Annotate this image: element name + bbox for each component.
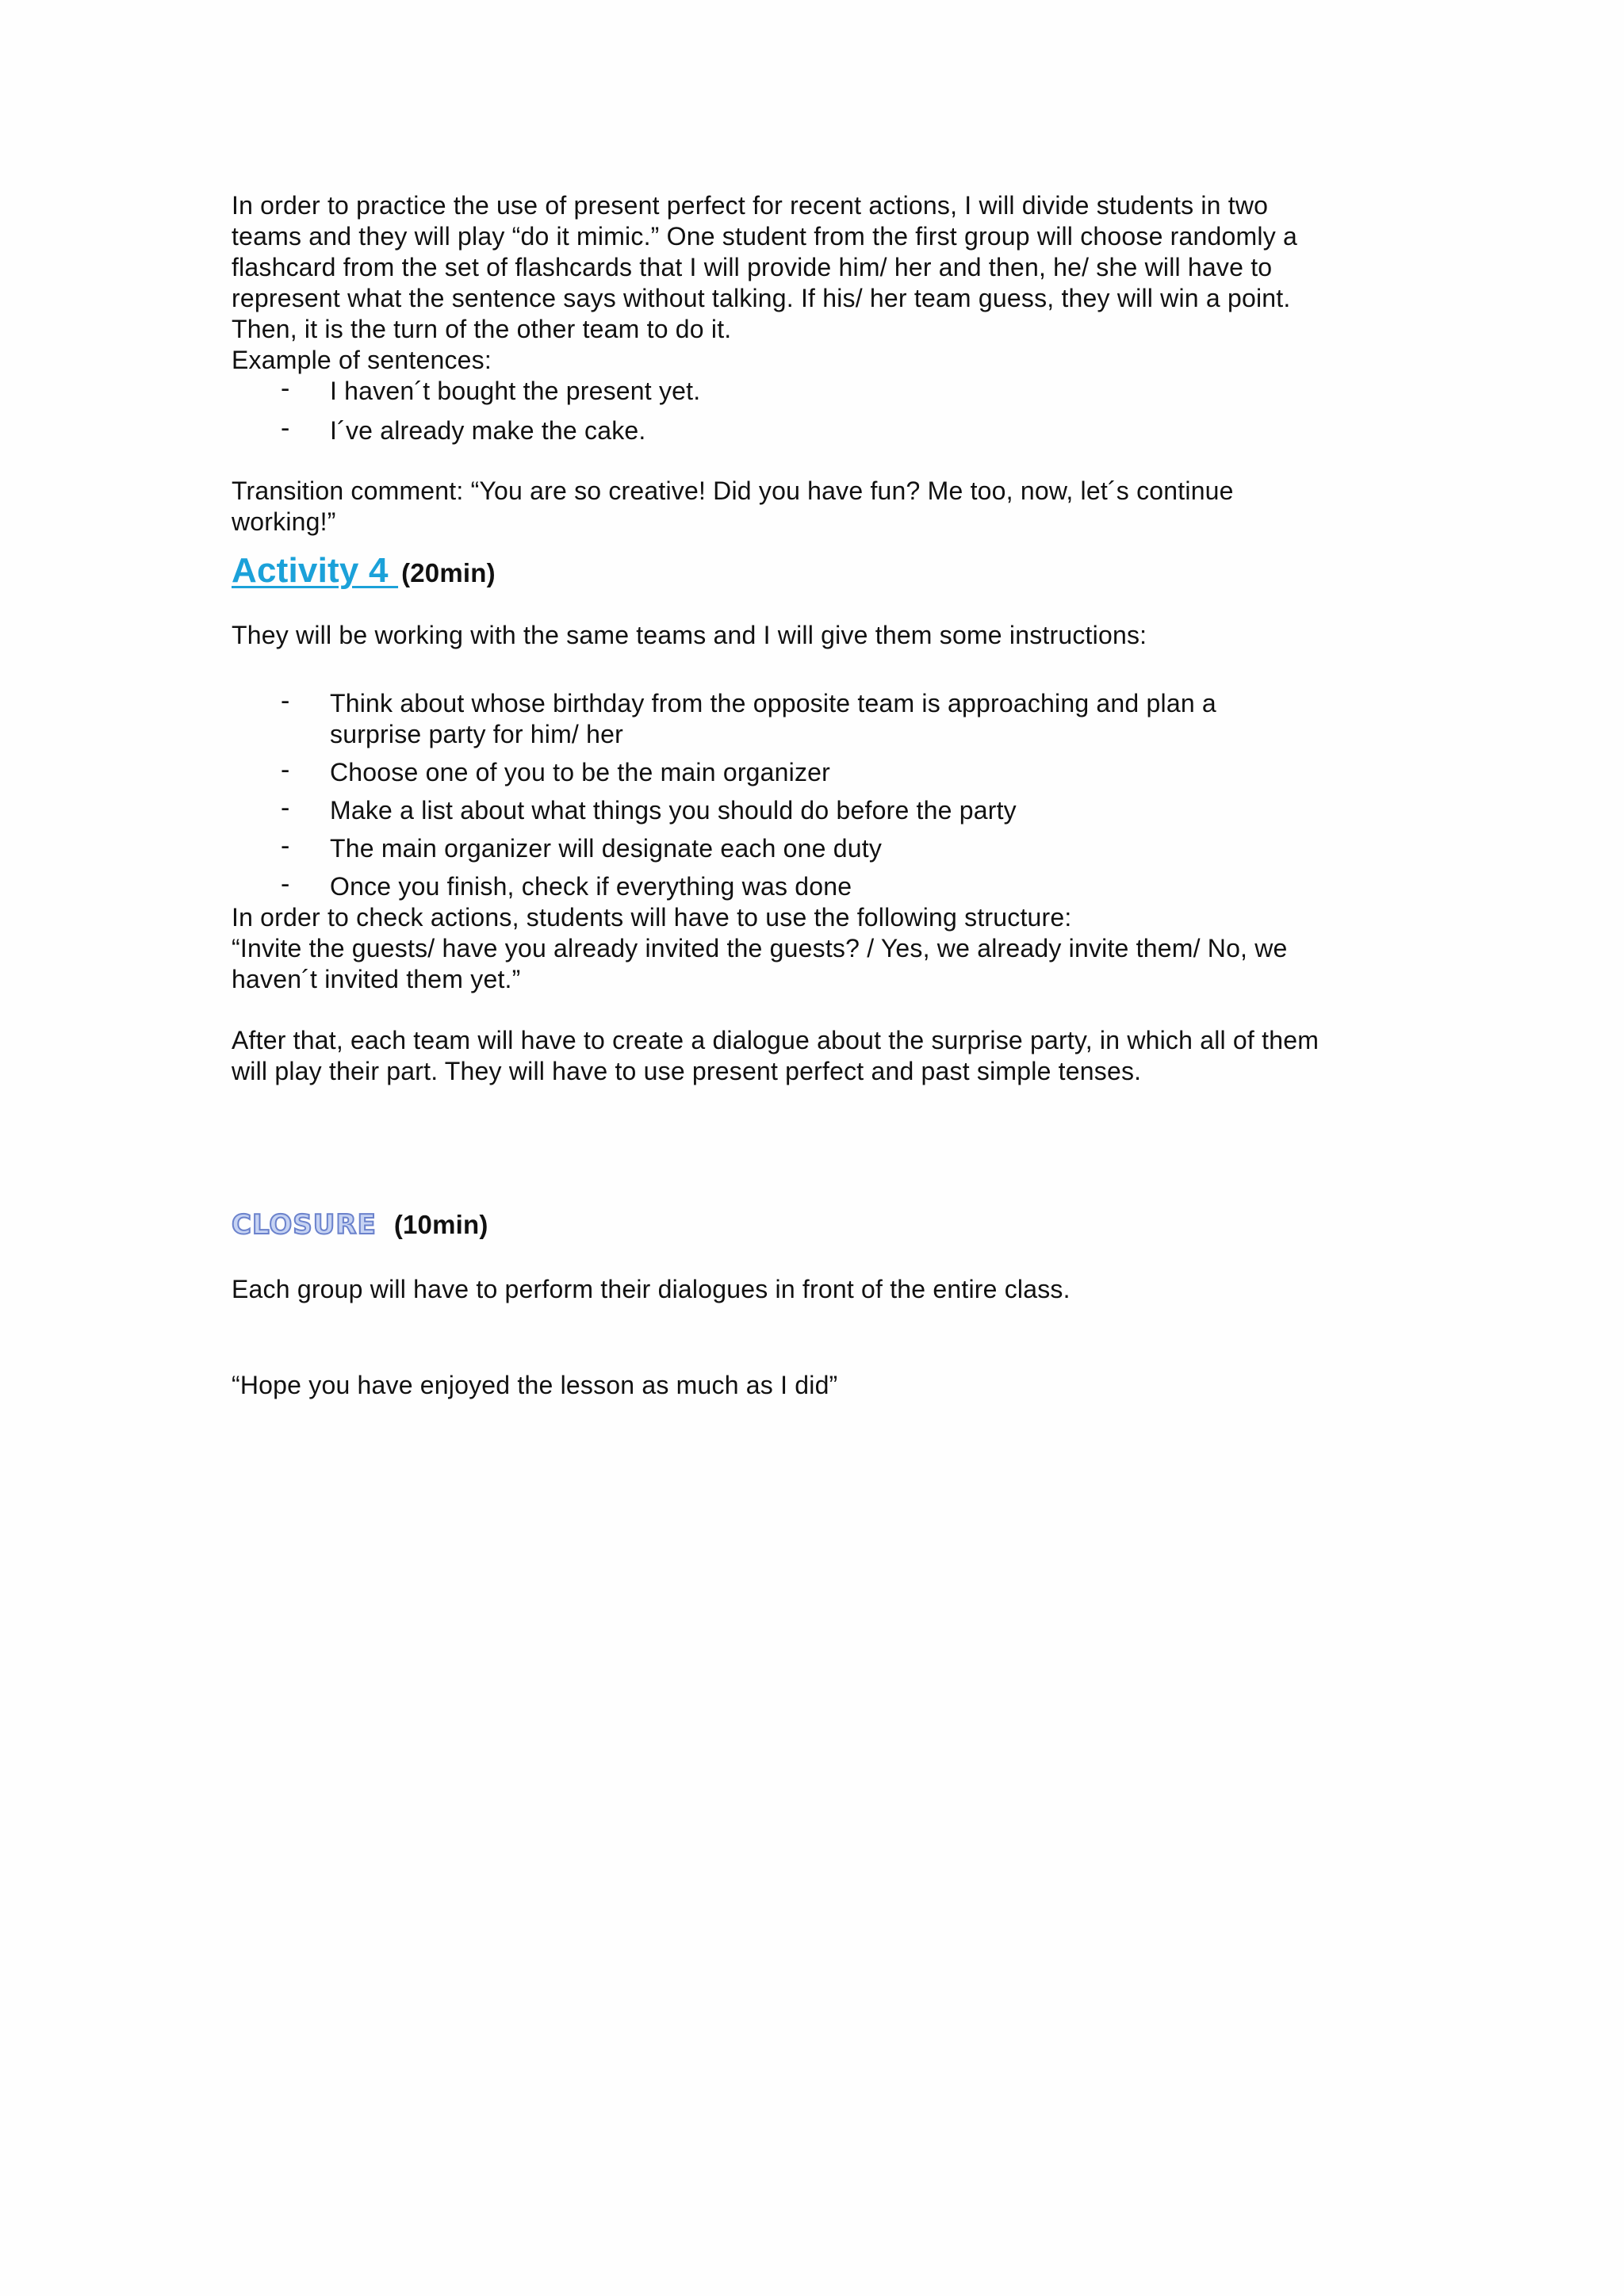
dash-bullet: - (281, 755, 290, 785)
paragraph-line: represent what the sentence says without talking. If his/ her team guess, they will win a point. (232, 284, 1291, 312)
dash-bullet: - (281, 373, 290, 404)
list-item (281, 869, 1397, 902)
list-item-text: Think about whose birthday from the opposite team is approaching and plan a surprise party for him/ her (330, 689, 1216, 748)
dash-bullet: - (281, 793, 290, 823)
check-intro: In order to check actions, students will have to use the following structure: (232, 903, 1072, 932)
after-paragraph (232, 1025, 1397, 1087)
list-item (281, 755, 1397, 788)
paragraph-line: After that, each team will have to create a dialogue about the surprise party, in which all of them (232, 1026, 1320, 1054)
list-item (281, 686, 1289, 750)
activity4-heading (232, 551, 1397, 590)
paragraph-line: teams and they will play “do it mimic.” One student from the first group will choose randomly a (232, 222, 1297, 251)
paragraph-line: Then, it is the turn of the other team to do it. (232, 315, 732, 343)
activity4-title: Activity 4 (232, 551, 399, 590)
list-item (281, 831, 1397, 864)
farewell-text: “Hope you have enjoyed the lesson as much as I did” (232, 1371, 838, 1399)
list-item-text: Choose one of you to be the main organizer (330, 758, 831, 786)
examples-label: Example of sentences: (232, 346, 492, 374)
dash-bullet: - (281, 869, 290, 899)
list-item-text: The main organizer will designate each one duty (330, 834, 883, 863)
list-item (281, 373, 1397, 407)
examples-list (232, 373, 1397, 446)
dash-bullet: - (281, 686, 290, 716)
closure-title: CLOSURE (232, 1209, 377, 1241)
paragraph-line: haven´t invited them yet.” (232, 965, 521, 993)
closure-text: Each group will have to perform their dialogues in front of the entire class. (232, 1275, 1071, 1303)
list-item-text: I haven´t bought the present yet. (330, 377, 701, 405)
list-item-text: I´ve already make the cake. (330, 416, 646, 445)
closure-duration: (10min) (393, 1210, 488, 1239)
page-content (232, 190, 1397, 1401)
paragraph-line: working!” (232, 507, 336, 536)
closure-heading (232, 1209, 1397, 1241)
list-item-text: Make a list about what things you should do before the party (330, 796, 1017, 825)
dash-bullet: - (281, 831, 290, 861)
list-item-text: Once you finish, check if everything was done (330, 872, 852, 901)
activity4-intro: They will be working with the same teams and I will give them some instructions: (232, 621, 1147, 649)
activity3-paragraph (232, 190, 1397, 376)
structure-example (232, 933, 1397, 995)
list-item (281, 413, 1397, 446)
paragraph-line: In order to practice the use of present perfect for recent actions, I will divide students in two (232, 191, 1269, 220)
list-item (281, 793, 1397, 826)
instructions-list (232, 688, 1397, 902)
paragraph-line: Transition comment: “You are so creative! Did you have fun? Me too, now, let´s continue (232, 476, 1234, 505)
dash-bullet: - (281, 413, 290, 443)
activity4-duration: (20min) (401, 558, 496, 587)
paragraph-line: “Invite the guests/ have you already invited the guests? / Yes, we already invite them/ No, we (232, 934, 1288, 962)
transition-comment (232, 476, 1397, 538)
paragraph-line: flashcard from the set of flashcards that I will provide him/ her and then, he/ she will have to (232, 253, 1273, 281)
paragraph-line: will play their part. They will have to use present perfect and past simple tenses. (232, 1057, 1142, 1085)
